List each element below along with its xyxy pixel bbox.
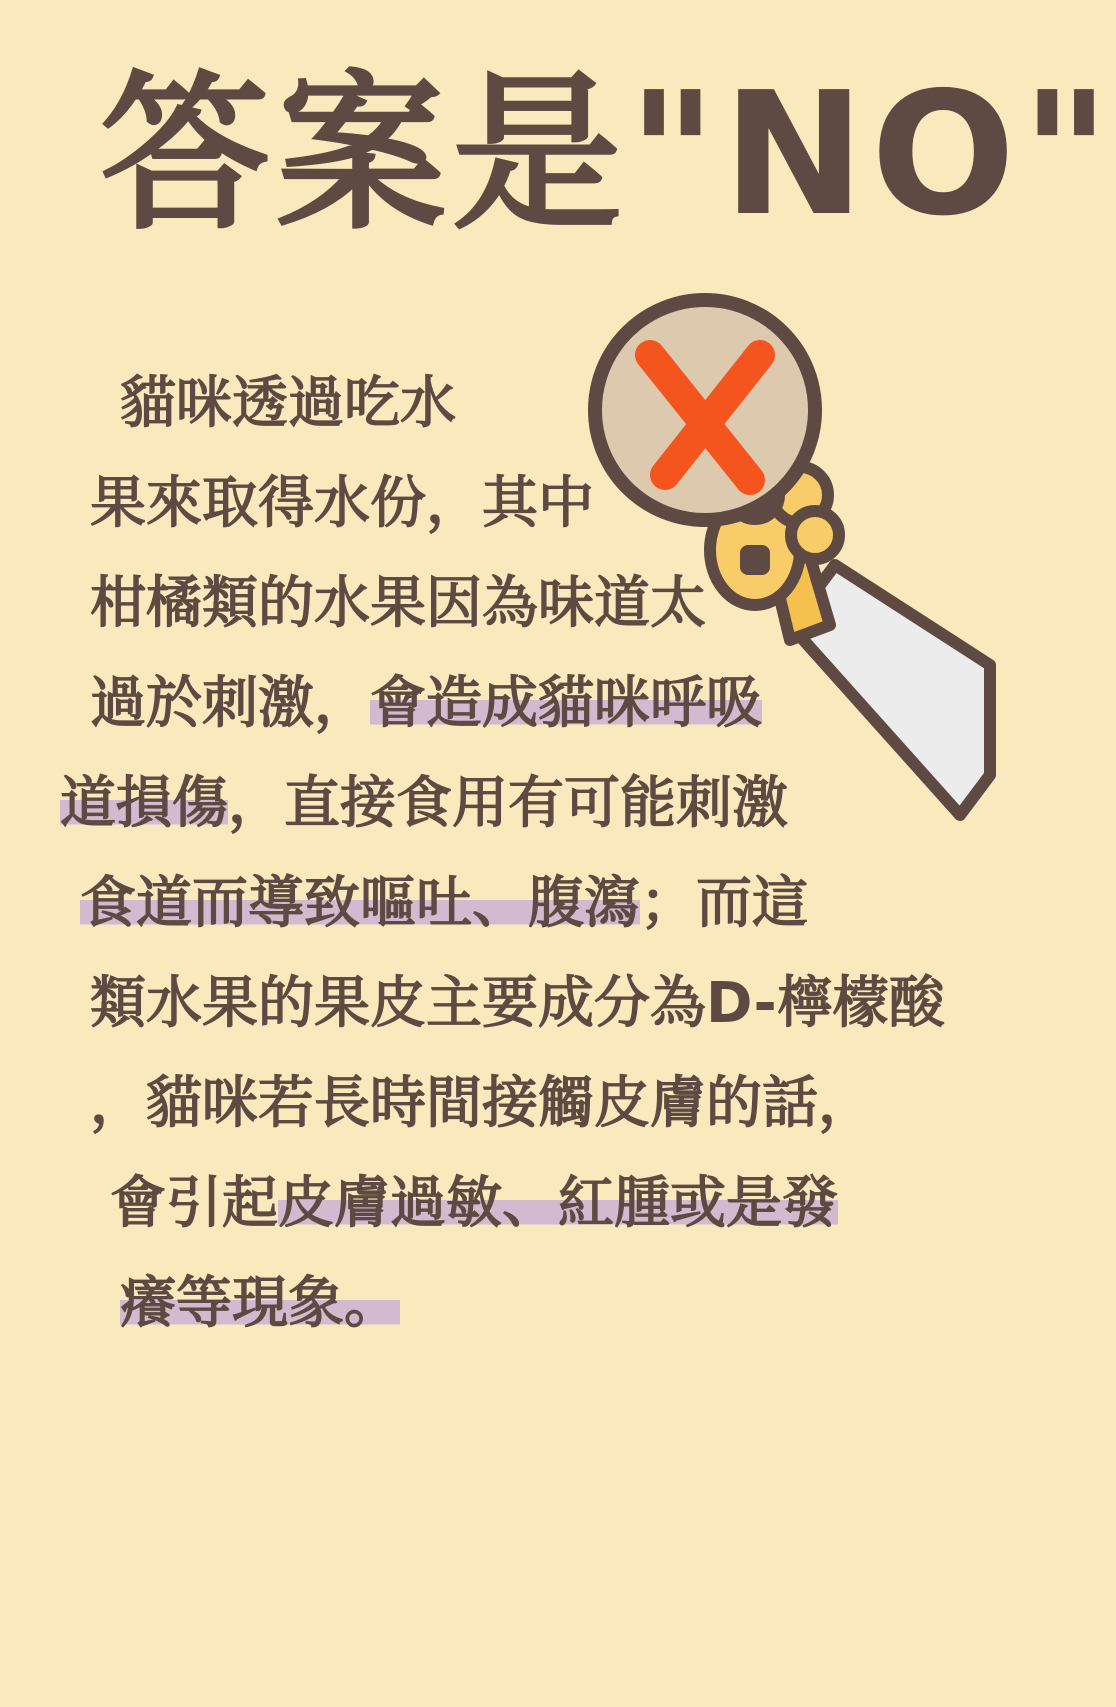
page-title: 答案是"NO" — [100, 56, 1116, 254]
text-line-9a: 會引起 — [110, 1171, 278, 1236]
text-line-4a: 過於刺激， — [90, 671, 370, 736]
highlight-line-4b: 會造成貓咪呼吸 — [370, 671, 762, 736]
text-line-1: 貓咪透過吃水 — [120, 371, 456, 436]
text-line-5 — [60, 770, 788, 837]
text-line-3: 柑橘類的水果因為味道太 — [90, 571, 706, 636]
text-line-2: 果來取得水份，其中 — [90, 471, 594, 536]
text-line-10 — [120, 1270, 400, 1337]
text-line-7: 類水果的果皮主要成分為D-檸檬酸 — [90, 971, 945, 1036]
text-line-4 — [90, 670, 762, 737]
text-line-5b: ，直接食用有可能刺激 — [228, 771, 788, 836]
text-line-6b: ；而這 — [640, 871, 808, 936]
text-line-8: ，貓咪若長時間接觸皮膚的話， — [90, 1071, 874, 1136]
text-line-9 — [110, 1170, 838, 1237]
highlight-line-9b: 皮膚過敏、紅腫或是發 — [278, 1171, 838, 1236]
highlight-line-6a: 食道而導致嘔吐、腹瀉 — [80, 871, 640, 936]
text-line-6 — [80, 870, 808, 937]
highlight-line-10: 癢等現象。 — [120, 1271, 400, 1336]
highlight-line-5a: 道損傷 — [60, 771, 228, 836]
